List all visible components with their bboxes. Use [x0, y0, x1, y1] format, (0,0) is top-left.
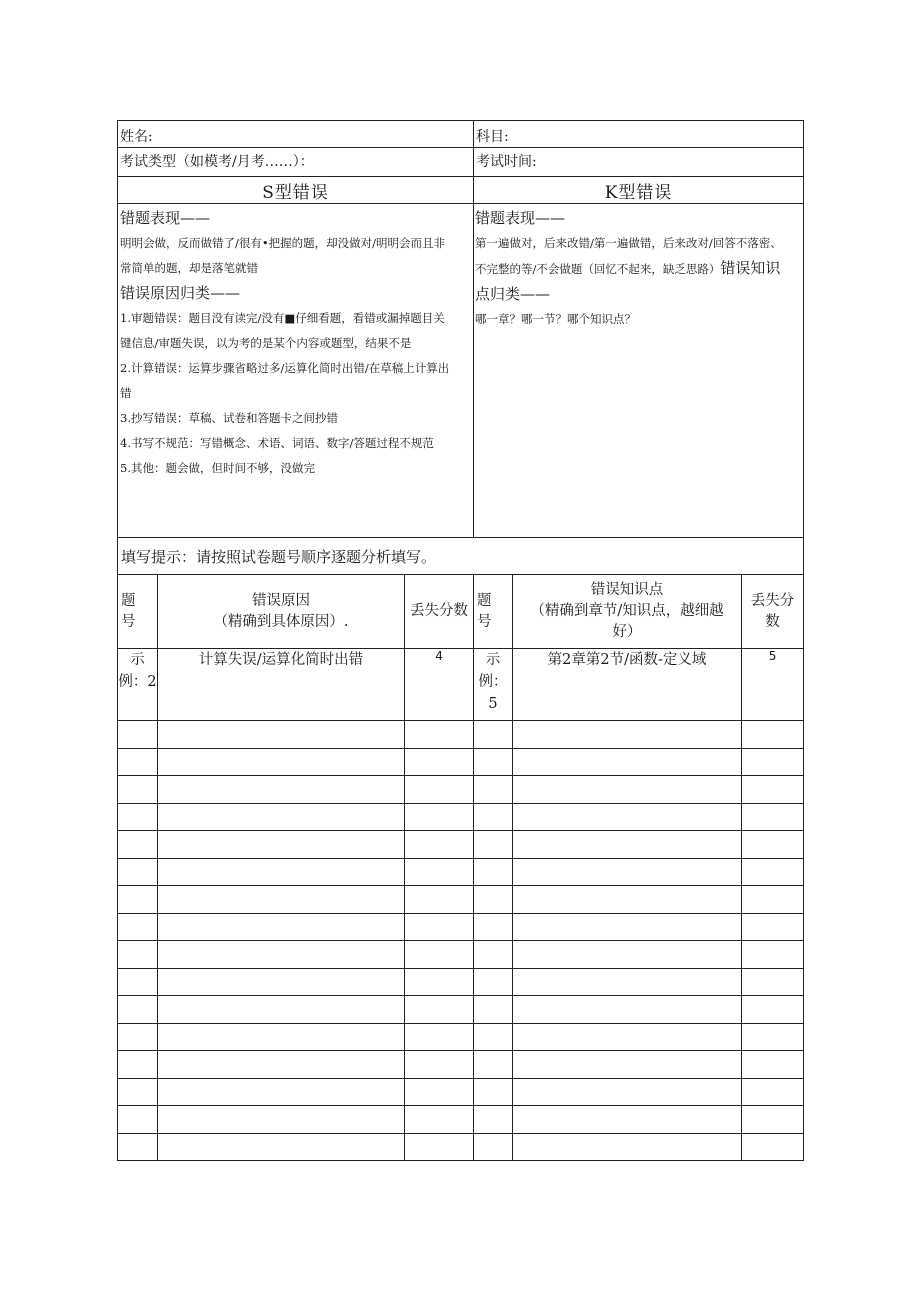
s-cause-line: 4.书写不规范：写错概念、术语、词语、数字/答题过程不规范 — [120, 436, 434, 450]
column-header-qno-left: 题 号 — [118, 575, 158, 649]
qno-right-cell[interactable] — [474, 1051, 513, 1079]
reason-cell[interactable] — [158, 1078, 405, 1106]
reason-cell[interactable] — [158, 968, 405, 996]
example-right-qno: 示 例： 5 — [474, 649, 513, 721]
lost-score-left-cell[interactable] — [405, 941, 474, 969]
knowledge-cell[interactable] — [513, 941, 742, 969]
exam-time-field[interactable] — [474, 148, 804, 177]
knowledge-cell[interactable] — [513, 1023, 742, 1051]
lost-score-left-cell[interactable] — [405, 748, 474, 776]
example-right-knowledge: 第2章第2节/函数-定义域 — [513, 649, 742, 721]
qno-left-cell[interactable] — [118, 996, 158, 1024]
knowledge-cell[interactable] — [513, 721, 742, 749]
lost-score-left-cell[interactable] — [405, 1133, 474, 1161]
lost-score-left-cell[interactable] — [405, 1106, 474, 1134]
lost-score-right-cell[interactable] — [742, 1023, 804, 1051]
blank-entry-row — [118, 858, 804, 886]
lost-score-left-cell[interactable] — [405, 858, 474, 886]
error-analysis-form — [117, 120, 804, 1161]
knowledge-cell[interactable] — [513, 776, 742, 804]
s-cause-heading: 错误原因归类—— — [120, 284, 241, 302]
blank-entry-row — [118, 913, 804, 941]
blank-entry-row — [118, 831, 804, 859]
lost-score-left-cell[interactable] — [405, 721, 474, 749]
knowledge-cell[interactable] — [513, 968, 742, 996]
knowledge-cell[interactable] — [513, 831, 742, 859]
k-symptom-heading: 错题表现—— — [475, 209, 566, 227]
reason-cell[interactable] — [158, 1051, 405, 1079]
qno-right-cell[interactable] — [474, 886, 513, 914]
s-cause-line: 键信息/审题失误，以为考的是某个内容或题型，结果不是 — [120, 336, 412, 350]
column-header-lost-score-left: 丢失分数 — [405, 575, 474, 649]
lost-score-left-cell[interactable] — [405, 968, 474, 996]
lost-score-left-cell[interactable] — [405, 886, 474, 914]
qno-left-cell[interactable] — [118, 831, 158, 859]
qno-right-cell[interactable] — [474, 996, 513, 1024]
reason-cell[interactable] — [158, 803, 405, 831]
name-field[interactable] — [118, 121, 474, 148]
blank-entry-row — [118, 886, 804, 914]
s-cause-line: 5.其他：题会做，但时间不够，没做完 — [120, 461, 315, 475]
lost-score-right-cell[interactable] — [742, 996, 804, 1024]
qno-left-cell[interactable] — [118, 721, 158, 749]
knowledge-cell[interactable] — [513, 858, 742, 886]
blank-entry-row — [118, 1078, 804, 1106]
blank-entry-row — [118, 941, 804, 969]
lost-score-right-cell[interactable] — [742, 1051, 804, 1079]
lost-score-right-cell[interactable] — [742, 748, 804, 776]
example-right-score: 5 — [742, 649, 804, 721]
s-symptom-line: 明明会做，反而做错了/很有•把握的题，却没做对/明明会而且非 — [120, 236, 446, 250]
lost-score-right-cell[interactable] — [742, 886, 804, 914]
reason-cell[interactable] — [158, 996, 405, 1024]
k-type-title: K型错误 — [474, 177, 804, 204]
subject-field[interactable] — [474, 121, 804, 148]
qno-right-cell[interactable] — [474, 1106, 513, 1134]
lost-score-left-cell[interactable] — [405, 776, 474, 804]
qno-left-cell[interactable] — [118, 968, 158, 996]
qno-left-cell[interactable] — [118, 1078, 158, 1106]
k-symptom-big-text: 错误知识 — [720, 259, 781, 277]
qno-right-cell[interactable] — [474, 913, 513, 941]
lost-score-left-cell[interactable] — [405, 831, 474, 859]
blank-entry-row — [118, 776, 804, 804]
qno-left-cell[interactable] — [118, 913, 158, 941]
lost-score-right-cell[interactable] — [742, 803, 804, 831]
knowledge-cell[interactable] — [513, 748, 742, 776]
lost-score-left-cell[interactable] — [405, 803, 474, 831]
qno-left-cell[interactable] — [118, 858, 158, 886]
fill-tip: 填写提示：请按照试卷题号顺序逐题分析填写。 — [118, 538, 804, 575]
exam-time-label: 考试时间: — [476, 154, 537, 170]
subject-label: 科目: — [476, 129, 509, 145]
blank-entry-row — [118, 1106, 804, 1134]
example-left-reason: 计算失误/运算化简时出错 — [158, 649, 405, 721]
s-cause-line: 错 — [120, 386, 132, 400]
blank-entry-row — [118, 996, 804, 1024]
s-symptom-heading: 错题表现—— — [120, 209, 211, 227]
qno-left-cell[interactable] — [118, 776, 158, 804]
s-cause-line: 3.抄写错误：草稿、试卷和答题卡之间抄错 — [120, 411, 338, 425]
blank-entry-row — [118, 721, 804, 749]
reason-cell[interactable] — [158, 831, 405, 859]
s-cause-line: 1.审题错误：题目没有读完/没有■仔细看题，看错或漏掉题目关 — [120, 311, 445, 325]
column-header-knowledge: 错误知识点 （精确到章节/知识点，越细越 好） — [513, 575, 742, 649]
lost-score-right-cell[interactable] — [742, 831, 804, 859]
lost-score-right-cell[interactable] — [742, 941, 804, 969]
lost-score-right-cell[interactable] — [742, 1078, 804, 1106]
qno-left-cell[interactable] — [118, 748, 158, 776]
lost-score-right-cell[interactable] — [742, 1106, 804, 1134]
name-label: 姓名: — [120, 129, 153, 145]
qno-left-cell[interactable] — [118, 1133, 158, 1161]
qno-left-cell[interactable] — [118, 1023, 158, 1051]
qno-right-cell[interactable] — [474, 803, 513, 831]
k-symptom-line — [475, 256, 801, 282]
lost-score-left-cell[interactable] — [405, 1023, 474, 1051]
qno-right-cell[interactable] — [474, 721, 513, 749]
qno-left-cell[interactable] — [118, 803, 158, 831]
reason-cell[interactable] — [158, 1023, 405, 1051]
lost-score-right-cell[interactable] — [742, 1133, 804, 1161]
lost-score-left-cell[interactable] — [405, 1051, 474, 1079]
reason-cell[interactable] — [158, 776, 405, 804]
column-header-qno-right: 题 号 — [474, 575, 513, 649]
k-symptom-small-text: 不完整的等/不会做题（回忆不起来，缺乏思路） — [475, 262, 721, 276]
example-left-score: 4 — [405, 649, 474, 721]
blank-entry-row — [118, 968, 804, 996]
qno-right-cell[interactable] — [474, 858, 513, 886]
example-left-qno: 示 例：2 — [118, 649, 158, 721]
lost-score-right-cell[interactable] — [742, 968, 804, 996]
lost-score-right-cell[interactable] — [742, 721, 804, 749]
k-type-description — [474, 204, 804, 538]
qno-right-cell[interactable] — [474, 968, 513, 996]
example-row — [118, 649, 804, 721]
s-type-description — [118, 204, 474, 538]
blank-entry-rows — [118, 721, 804, 1161]
knowledge-cell[interactable] — [513, 803, 742, 831]
knowledge-cell[interactable] — [513, 913, 742, 941]
reason-cell[interactable] — [158, 886, 405, 914]
qno-right-cell[interactable] — [474, 831, 513, 859]
qno-right-cell[interactable] — [474, 1133, 513, 1161]
s-cause-line: 2.计算错误：运算步骤省略过多/运算化简时出错/在草稿上计算出 — [120, 361, 450, 375]
blank-entry-row — [118, 748, 804, 776]
reason-cell[interactable] — [158, 941, 405, 969]
k-symptom-line: 第一遍做对，后来改错/第一遍做错，后来改对/回答不落密、 — [475, 236, 782, 250]
lost-score-left-cell[interactable] — [405, 913, 474, 941]
reason-cell[interactable] — [158, 913, 405, 941]
qno-left-cell[interactable] — [118, 1051, 158, 1079]
reason-cell[interactable] — [158, 748, 405, 776]
reason-cell[interactable] — [158, 1106, 405, 1134]
exam-type-field[interactable] — [118, 148, 474, 177]
reason-cell[interactable] — [158, 721, 405, 749]
exam-type-label: 考试类型（如模考/月考……）： — [120, 154, 314, 170]
column-header-reason: 错误原因 （精确到具体原因）. — [158, 575, 405, 649]
lost-score-left-cell[interactable] — [405, 996, 474, 1024]
lost-score-right-cell[interactable] — [742, 858, 804, 886]
qno-left-cell[interactable] — [118, 886, 158, 914]
lost-score-left-cell[interactable] — [405, 1078, 474, 1106]
column-header-lost-score-right: 丢失分 数 — [742, 575, 804, 649]
blank-entry-row — [118, 803, 804, 831]
k-category-question: 哪一章？哪一节？哪个知识点？ — [475, 312, 637, 326]
qno-right-cell[interactable] — [474, 941, 513, 969]
s-symptom-line: 常简单的题，却是落笔就错 — [120, 261, 258, 275]
knowledge-cell[interactable] — [513, 1106, 742, 1134]
qno-right-cell[interactable] — [474, 748, 513, 776]
knowledge-cell[interactable] — [513, 996, 742, 1024]
knowledge-cell[interactable] — [513, 1051, 742, 1079]
qno-left-cell[interactable] — [118, 941, 158, 969]
blank-entry-row — [118, 1023, 804, 1051]
knowledge-cell[interactable] — [513, 1078, 742, 1106]
knowledge-cell[interactable] — [513, 886, 742, 914]
blank-entry-row — [118, 1051, 804, 1079]
knowledge-cell[interactable] — [513, 1133, 742, 1161]
blank-entry-row — [118, 1133, 804, 1161]
s-type-title: S型错误 — [118, 177, 474, 204]
qno-right-cell[interactable] — [474, 1023, 513, 1051]
lost-score-right-cell[interactable] — [742, 913, 804, 941]
reason-cell[interactable] — [158, 858, 405, 886]
k-category-heading: 点归类—— — [475, 285, 551, 303]
lost-score-right-cell[interactable] — [742, 776, 804, 804]
qno-right-cell[interactable] — [474, 776, 513, 804]
reason-cell[interactable] — [158, 1133, 405, 1161]
qno-right-cell[interactable] — [474, 1078, 513, 1106]
qno-left-cell[interactable] — [118, 1106, 158, 1134]
